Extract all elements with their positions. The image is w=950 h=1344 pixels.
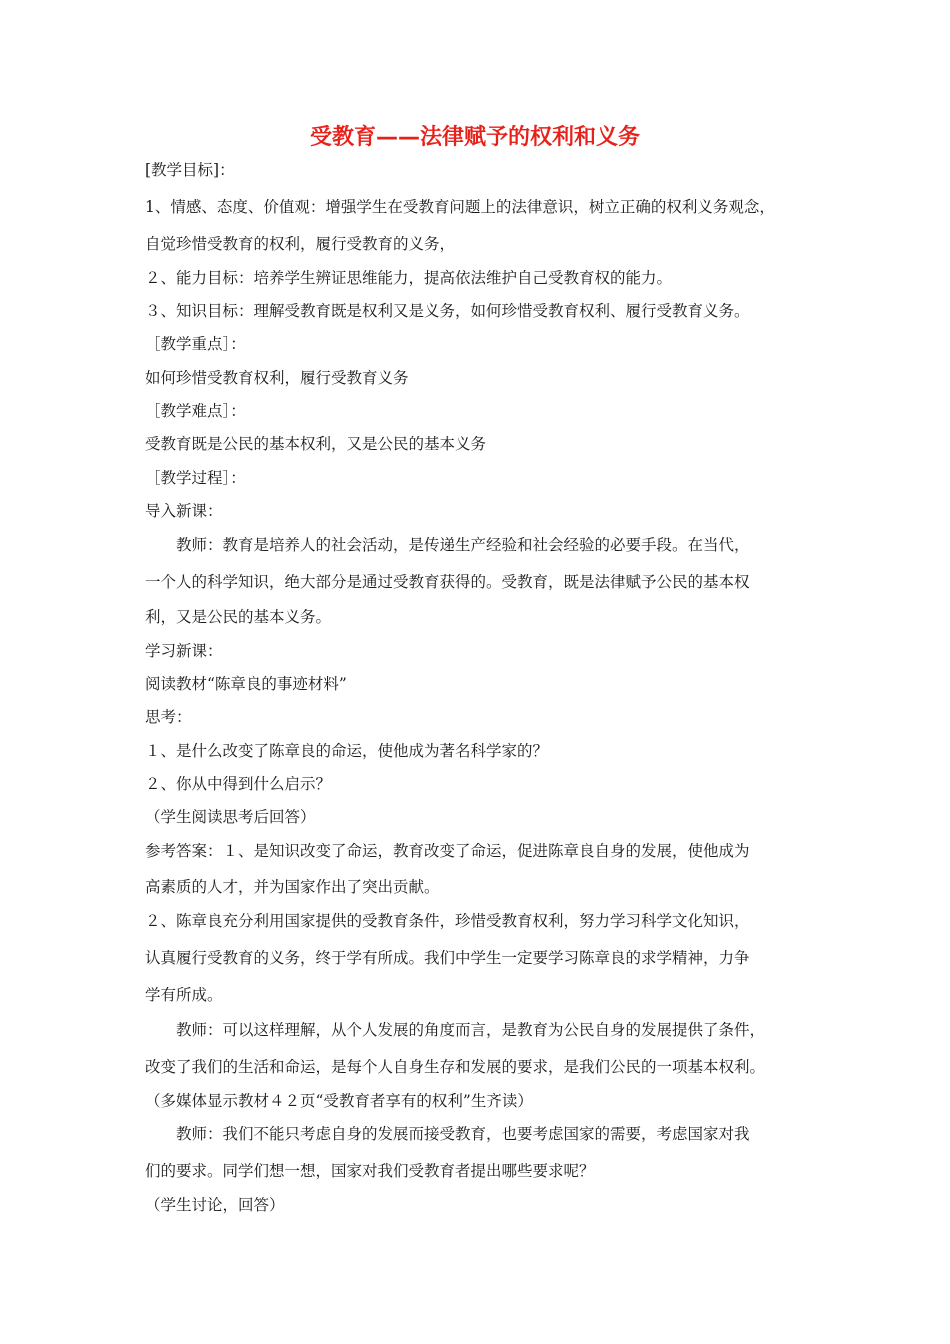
paragraph-line: 改变了我们的生活和命运，是每个人自身生存和发展的要求，是我们公民的一项基本权利。 <box>145 1058 766 1076</box>
paragraph-line: 利，又是公民的基本义务。 <box>145 608 332 626</box>
paragraph-line: （多媒体显示教材４２页“受教育者享有的权利”生齐读） <box>145 1092 533 1110</box>
question-line: ２、你从中得到什么启示？ <box>145 775 332 793</box>
question-line: １、是什么改变了陈章良的命运，使他成为著名科学家的？ <box>145 742 549 760</box>
subheading-think: 思考： <box>145 708 192 726</box>
paragraph-line: 1、情感、态度、价值观：增强学生在受教育问题上的法律意识，树立正确的权利义务观念， <box>145 198 775 216</box>
paragraph-line: 教师：教育是培养人的社会活动，是传递生产经验和社会经验的必要手段。在当代， <box>176 536 750 554</box>
paragraph-line: 们的要求。同学们想一想，国家对我们受教育者提出哪些要求呢？ <box>145 1162 595 1180</box>
paragraph-line: ２、陈章良充分利用国家提供的受教育条件，珍惜受教育权利，努力学习科学文化知识， <box>145 912 750 930</box>
document-title: 受教育——法律赋予的权利和义务 <box>309 125 640 150</box>
paragraph-line: 认真履行受教育的义务，终于学有所成。我们中学生一定要学习陈章良的求学精神，力争 <box>145 949 750 967</box>
paragraph-line: 如何珍惜受教育权利，履行受教育义务 <box>145 369 409 387</box>
section-label-process: ［教学过程］： <box>145 469 246 487</box>
paragraph-line: 参考答案：１、是知识改变了命运，教育改变了命运，促进陈章良自身的发展，使他成为 <box>145 842 750 860</box>
paragraph-line: 学有所成。 <box>145 986 223 1004</box>
paragraph-line: 阅读教材“陈章良的事迹材料” <box>145 675 347 693</box>
paragraph-line: （学生阅读思考后回答） <box>145 808 316 826</box>
paragraph-line: 教师：我们不能只考虑自身的发展而接受教育，也要考虑国家的需要，考虑国家对我 <box>176 1125 750 1143</box>
section-label-objectives: [教学目标]： <box>145 161 235 179</box>
section-label-difficulties: ［教学难点］： <box>145 402 246 420</box>
subheading-intro: 导入新课： <box>145 502 223 520</box>
paragraph-line: ３、知识目标：理解受教育既是权利又是义务，如何珍惜受教育权利、履行受教育义务。 <box>145 302 750 320</box>
paragraph-line: （学生讨论，回答） <box>145 1196 285 1214</box>
subheading-new-lesson: 学习新课： <box>145 642 223 660</box>
section-label-key-points: ［教学重点］： <box>145 335 246 353</box>
paragraph-line: 受教育既是公民的基本权利，又是公民的基本义务 <box>145 435 487 453</box>
paragraph-line: ２、能力目标：培养学生辨证思维能力，提高依法维护自己受教育权的能力。 <box>145 269 673 287</box>
paragraph-line: 教师：可以这样理解，从个人发展的角度而言，是教育为公民自身的发展提供了条件， <box>176 1021 766 1039</box>
paragraph-line: 自觉珍惜受教育的权利，履行受教育的义务， <box>145 235 456 253</box>
paragraph-line: 一个人的科学知识，绝大部分是通过受教育获得的。受教育，既是法律赋予公民的基本权 <box>145 573 750 591</box>
paragraph-line: 高素质的人才，并为国家作出了突出贡献。 <box>145 878 440 896</box>
